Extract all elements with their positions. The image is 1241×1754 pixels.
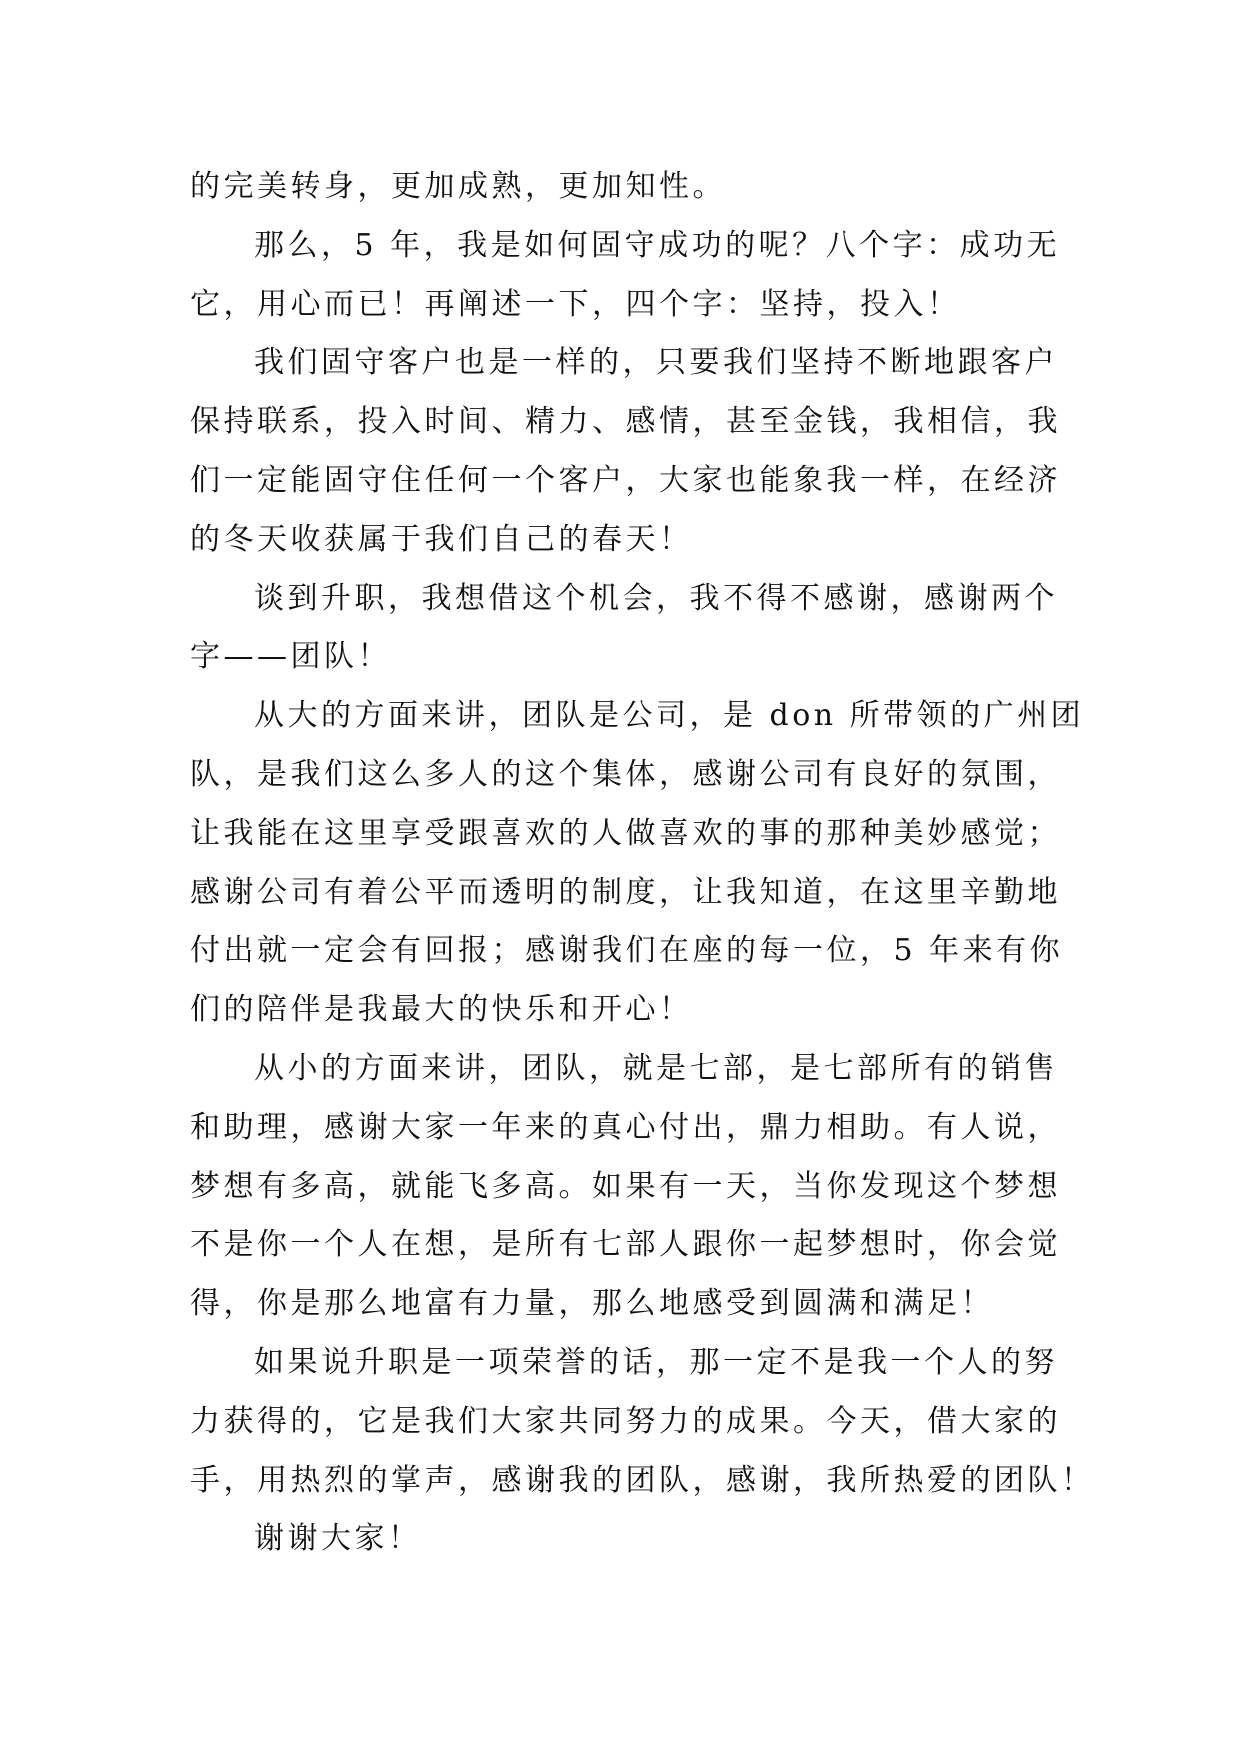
text-line: 谈到升职，我想借这个机会，我不得不感谢，感谢两个	[254, 580, 1058, 616]
text-line: 们一定能固守住任何一个客户，大家也能象我一样，在经济	[190, 462, 1061, 498]
text-line: 梦想有多高，就能飞多高。如果有一天，当你发现这个梦想	[190, 1168, 1061, 1204]
text-line: 力获得的，它是我们大家共同努力的成果。今天，借大家的	[190, 1403, 1061, 1439]
text-line: 谢谢大家！	[254, 1521, 422, 1557]
text-line: 们的陪伴是我最大的快乐和开心！	[190, 992, 693, 1028]
text-line: 手，用热烈的掌声，感谢我的团队，感谢，我所热爱的团队！	[190, 1462, 1095, 1498]
text-line: 从小的方面来讲，团队，就是七部，是七部所有的销售	[254, 1050, 1058, 1086]
text-line: 队，是我们这么多人的这个集体，感谢公司有良好的氛围，	[190, 756, 1061, 792]
text-line: 从大的方面来讲，团队是公司，是 don 所带领的广州团	[254, 698, 1085, 734]
text-line: 如果说升职是一项荣誉的话，那一定不是我一个人的努	[254, 1344, 1058, 1380]
text-line: 字——团队！	[190, 639, 391, 675]
text-line: 的完美转身，更加成熟，更加知性。	[190, 169, 726, 204]
text-line: 我们固守客户也是一样的，只要我们坚持不断地跟客户	[254, 345, 1058, 381]
text-line: 感谢公司有着公平而透明的制度，让我知道，在这里辛勤地	[190, 874, 1061, 910]
text-line: 付出就一定会有回报；感谢我们在座的每一位，5 年来有你	[190, 933, 1064, 969]
document-body	[190, 158, 1095, 1569]
text-line: 的冬天收获属于我们自己的春天！	[190, 521, 693, 557]
text-line: 那么，5 年，我是如何固守成功的呢？八个字：成功无	[254, 227, 1061, 263]
text-line: 不是你一个人在想，是所有七部人跟你一起梦想时，你会觉	[190, 1227, 1061, 1263]
text-line: 保持联系，投入时间、精力、感情，甚至金钱，我相信，我	[190, 404, 1061, 440]
text-line: 它，用心而已！再阐述一下，四个字：坚持，投入！	[190, 286, 961, 322]
text-line: 和助理，感谢大家一年来的真心付出，鼎力相助。有人说，	[190, 1109, 1061, 1145]
text-line: 得，你是那么地富有力量，那么地感受到圆满和满足！	[190, 1286, 994, 1322]
text-line: 让我能在这里享受跟喜欢的人做喜欢的事的那种美妙感觉；	[190, 815, 1061, 851]
